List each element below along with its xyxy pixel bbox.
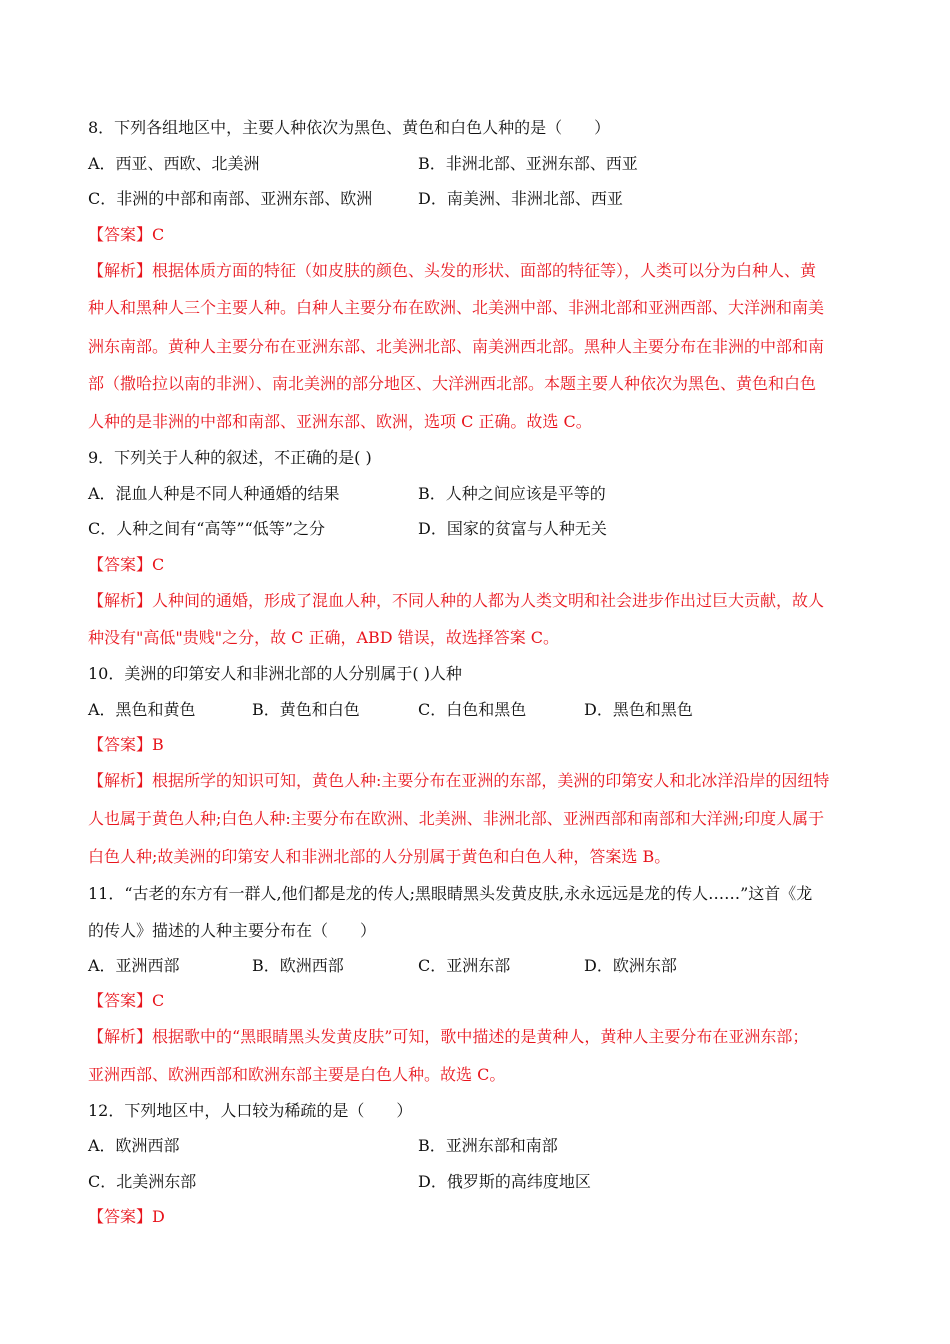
question-9-stem: 9．下列关于人种的叙述，不正确的是( ) [88,448,372,467]
answer-tag: 【答案】 [88,735,153,754]
question-8-option-b: B．非洲北部、亚洲东部、西亚 [418,154,638,173]
question-8-option-d: D．南美洲、非洲北部、西亚 [418,189,623,208]
question-9-analysis-line-2: 种没有"高低"贵贱"之分，故 C 正确，ABD 错误，故选择答案 C。 [88,628,560,647]
answer-value: C [152,555,165,574]
question-8-option-a: A．西亚、西欧、北美洲 [88,154,260,173]
question-10-analysis-line-2: 人也属于黄色人种;白色人种:主要分布在欧洲、北美洲、非洲北部、亚洲西部和南部和大洋洲;印度人属于 [88,809,825,828]
question-8-analysis-line-4: 部（撒哈拉以南的非洲）、南北美洲的部分地区、大洋洲西北部。本题主要人种依次为黑色、黄色和白色 [88,374,817,393]
question-10-option-a: A．黑色和黄色 [88,700,196,719]
analysis-tag: 【解析】 [88,1027,153,1046]
question-9-analysis-line-1 [88,590,824,612]
question-11-stem-line-1: 11．“古老的东方有一群人,他们都是龙的传人;黑眼睛黑头发黄皮肤,永永远远是龙的传人……”这首《龙 [88,884,813,903]
question-12-stem: 12．下列地区中，人口较为稀疏的是（ ） [88,1101,413,1120]
question-12-answer [88,1206,165,1228]
analysis-text: 人种间的通婚，形成了混血人种，不同人种的人都为人类文明和社会进步作出过巨大贡献，故人 [152,591,825,610]
question-11-stem-line-2: 的传人》描述的人种主要分布在（ ） [88,921,377,940]
analysis-text: 根据所学的知识可知，黄色人种:主要分布在亚洲的东部，美洲的印第安人和北冰洋沿岸的因纽特 [152,771,830,790]
question-11-option-a: A．亚洲西部 [88,956,180,975]
question-8-option-c: C．非洲的中部和南部、亚洲东部、欧洲 [88,189,373,208]
question-11-answer [88,990,164,1012]
answer-tag: 【答案】 [88,225,153,244]
answer-tag: 【答案】 [88,1207,153,1226]
analysis-text: 根据体质方面的特征（如皮肤的颜色、头发的形状、面部的特征等），人类可以分为白种人、黄 [152,261,817,280]
question-8-answer [88,224,164,246]
question-11-analysis-line-1 [88,1026,808,1048]
answer-value: C [152,991,165,1010]
question-10-answer [88,734,164,756]
analysis-tag: 【解析】 [88,591,153,610]
analysis-tag: 【解析】 [88,771,153,790]
analysis-text: 根据歌中的“黑眼睛黑头发黄皮肤”可知，歌中描述的是黄种人，黄种人主要分布在亚洲东部； [152,1027,809,1046]
question-8-analysis-line-1 [88,260,816,282]
question-9-answer [88,554,164,576]
question-text: 8．下列各组地区中，主要人种依次为黑色、黄色和白色人种的是（ ） [88,118,611,137]
answer-value: C [152,225,165,244]
question-8-analysis-line-3: 洲东南部。黄种人主要分布在亚洲东部、北美洲北部、南美洲西北部。黑种人主要分布在非洲的中部和南 [88,337,825,356]
question-11-option-b: B．欧洲西部 [252,956,344,975]
question-10-option-c: C．白色和黑色 [418,700,527,719]
question-10-analysis-line-3: 白色人种;故美洲的印第安人和非洲北部的人分别属于黄色和白色人种，答案选 B。 [88,847,671,866]
question-9-option-c: C．人种之间有“高等”“低等”之分 [88,519,325,538]
question-10-stem: 10．美洲的印第安人和非洲北部的人分别属于( )人种 [88,664,462,683]
question-12-option-a: A．欧洲西部 [88,1136,180,1155]
question-10-analysis-line-1 [88,770,829,792]
question-9-option-a: A．混血人种是不同人种通婚的结果 [88,484,340,503]
question-9-option-d: D．国家的贫富与人种无关 [418,519,607,538]
answer-value: B [152,735,164,754]
answer-value: D [152,1207,165,1226]
question-8-analysis-line-2: 种人和黑种人三个主要人种。白种人主要分布在欧洲、北美洲中部、非洲北部和亚洲西部、大洋洲和南美 [88,298,825,317]
answer-tag: 【答案】 [88,555,153,574]
answer-tag: 【答案】 [88,991,153,1010]
question-9-option-b: B．人种之间应该是平等的 [418,484,606,503]
question-11-option-c: C．亚洲东部 [418,956,511,975]
question-8-analysis-line-5: 人种的是非洲的中部和南部、亚洲东部、欧洲，选项 C 正确。故选 C。 [88,412,592,431]
question-11-option-d: D．欧洲东部 [584,956,677,975]
question-12-option-c: C．北美洲东部 [88,1172,197,1191]
question-12-option-b: B．亚洲东部和南部 [418,1136,558,1155]
question-10-option-b: B．黄色和白色 [252,700,360,719]
analysis-tag: 【解析】 [88,261,153,280]
question-10-option-d: D．黑色和黑色 [584,700,693,719]
question-12-option-d: D．俄罗斯的高纬度地区 [418,1172,591,1191]
question-11-analysis-line-2: 亚洲西部、欧洲西部和欧洲东部主要是白色人种。故选 C。 [88,1065,506,1084]
question-8-stem [88,117,610,139]
